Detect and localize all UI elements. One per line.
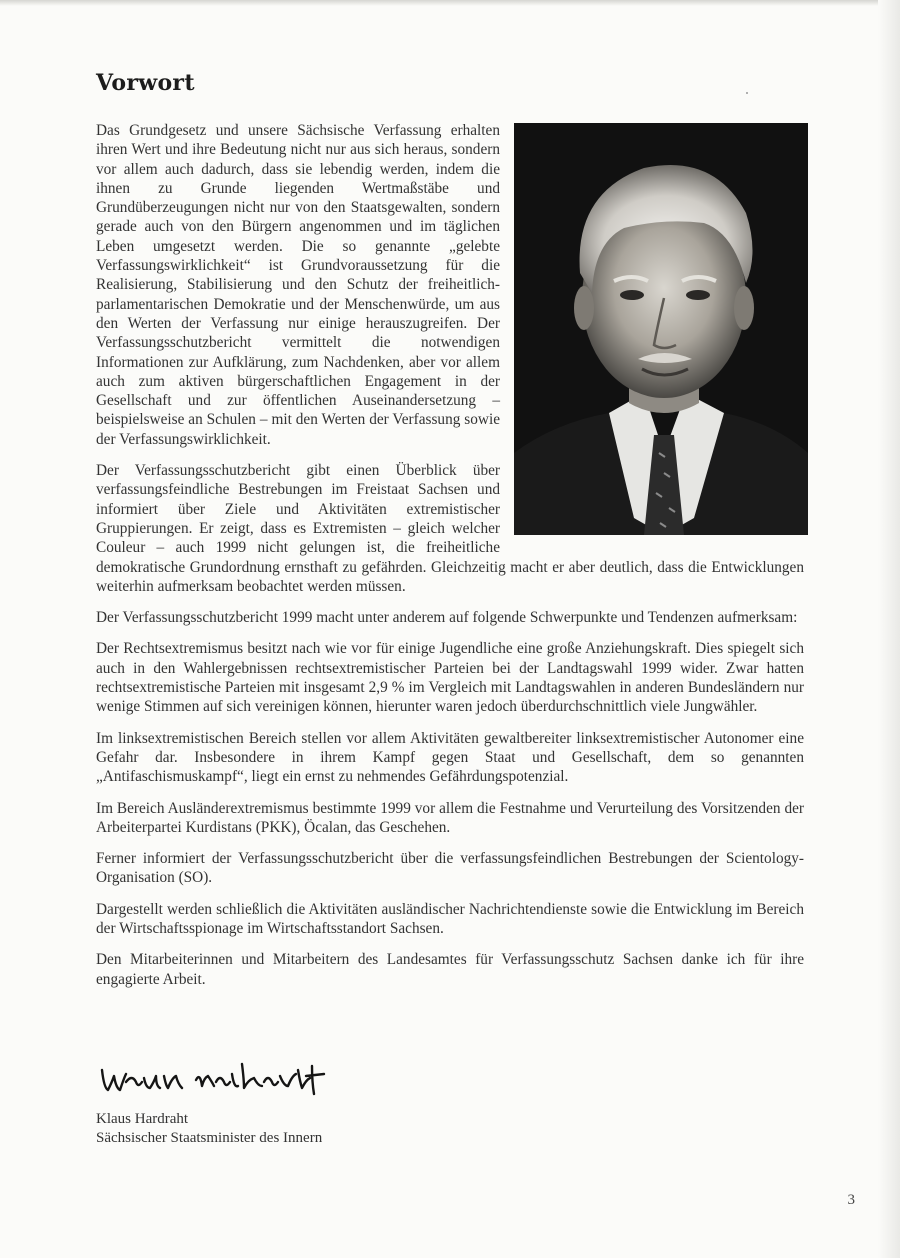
portrait-illustration <box>514 123 808 535</box>
eye-right <box>686 290 710 300</box>
signatory-position: Sächsischer Staatsminister des Innern <box>96 1130 323 1146</box>
scan-edge-top <box>0 0 900 6</box>
scan-edge-right <box>878 0 900 1258</box>
paragraph-8: Dargestellt werden schließlich die Aktivitäten ausländischer Nachrichtendienste sowie die Entwicklung im Bereich der Wirtschaftsspionage im Wirtschaftsstandort Sachsen. <box>96 900 804 937</box>
paragraph-4: Der Rechtsextremismus besitzt nach wie vor für einige Jugendliche eine große Anziehungskraft. Dies spiegelt sich auch in den Wahlergebnissen rechtsextremistischer Parteien bei der Landtagswahl 1999 wider. Zwar hatten rechtsextremistische Parteien mit insgesamt 2,9 % im Vergleich mit Landtagswahlen in anderen Bundesländern nur wenige Stimmen auf sich vereinigen können, hierunter waren jedoch überdurchschnittlich viele Jungwähler. <box>96 640 804 716</box>
eye-left <box>620 290 644 300</box>
portrait-photo <box>514 123 808 535</box>
page-number: 3 <box>847 1192 855 1208</box>
paragraph-3: Der Verfassungsschutzbericht 1999 macht unter anderem auf folgende Schwerpunkte und Tendenzen aufmerksam: <box>96 609 798 627</box>
ear-right <box>734 286 754 330</box>
page-title: Vorwort <box>96 70 195 96</box>
signatory-block <box>96 1110 322 1148</box>
paragraph-6: Im Bereich Ausländerextremismus bestimmte 1999 vor allem die Festnahme und Verurteilung des Vorsitzenden der Arbeiterpartei Kurdistans (PKK), Öcalan, das Geschehen. <box>96 799 804 836</box>
paragraph-9: Den Mitarbeiterinnen und Mitarbeitern des Landesamtes für Verfassungsschutz Sachsen danke ich für ihre engagierte Arbeit. <box>96 951 804 988</box>
body-text <box>96 121 804 1001</box>
ear-left <box>574 286 594 330</box>
scan-speck <box>746 92 748 94</box>
paragraph-2: Der Verfassungsschutzbericht gibt einen Überblick über verfassungsfeindliche Bestrebungen im Freistaat Sachsen und informiert über Ziele und Aktivitäten extremistischer Gruppierungen. Er zeigt, dass es Extremisten – gleich welcher Couleur – auch 1999 nicht gelungen ist, die freiheitliche demokratische Grundordnung ernsthaft zu gefährden. Gleichzeitig macht er aber deutlich, dass die Entwicklungen weiterhin aufmerksam beobachtet werden müssen. <box>96 462 804 595</box>
paragraph-7: Ferner informiert der Verfassungsschutzbericht über die verfassungsfeindlichen Bestrebungen der Scientology-Organisation (SO). <box>96 850 804 887</box>
paragraph-1: Das Grundgesetz und unsere Sächsische Verfassung erhalten ihren Wert und ihre Bedeutung nicht nur aus sich heraus, sondern vor allem auch dadurch, dass sie lebendig werden, indem die ihnen zu Grunde liegenden Wertmaßstäbe und Grundüberzeugungen nicht nur von den Staatsgewalten, sondern gerade auch von den Bürgern angenommen und im täglichen Leben umgesetzt werden. Die so genannte „gelebte Verfassungswirklichkeit“ ist Grundvoraussetzung für die Realisierung, Stabilisierung und den Schutz der freiheitlich-parlamentarischen Demokratie und der Menschenwürde, um aus den Werten der Verfassung nur einige herauszugreifen. Der Verfassungsschutzbericht vermittelt die notwendigen Informationen zur Aufklärung, zum Nachdenken, aber vor allem auch zum aktiven bürgerschaftlichen Engagement in der Gesellschaft und zur öffentlichen Auseinandersetzung – beispielsweise an Schulen – mit den Werten der Verfassung sowie der Verfassungswirklichkeit. <box>96 122 500 448</box>
signatory-name: Klaus Hardraht <box>96 1111 189 1127</box>
handwritten-signature <box>98 1052 338 1100</box>
paragraph-5: Im linksextremistischen Bereich stellen vor allem Aktivitäten gewaltbereiter linksextremistischer Autonomer eine Gefahr dar. Insbesondere in ihrem Kampf gegen Staat und Gesellschaft, dem so genannten „Antifaschismuskampf“, liegt ein ernst zu nehmendes Gefährdungspotenzial. <box>96 729 804 786</box>
